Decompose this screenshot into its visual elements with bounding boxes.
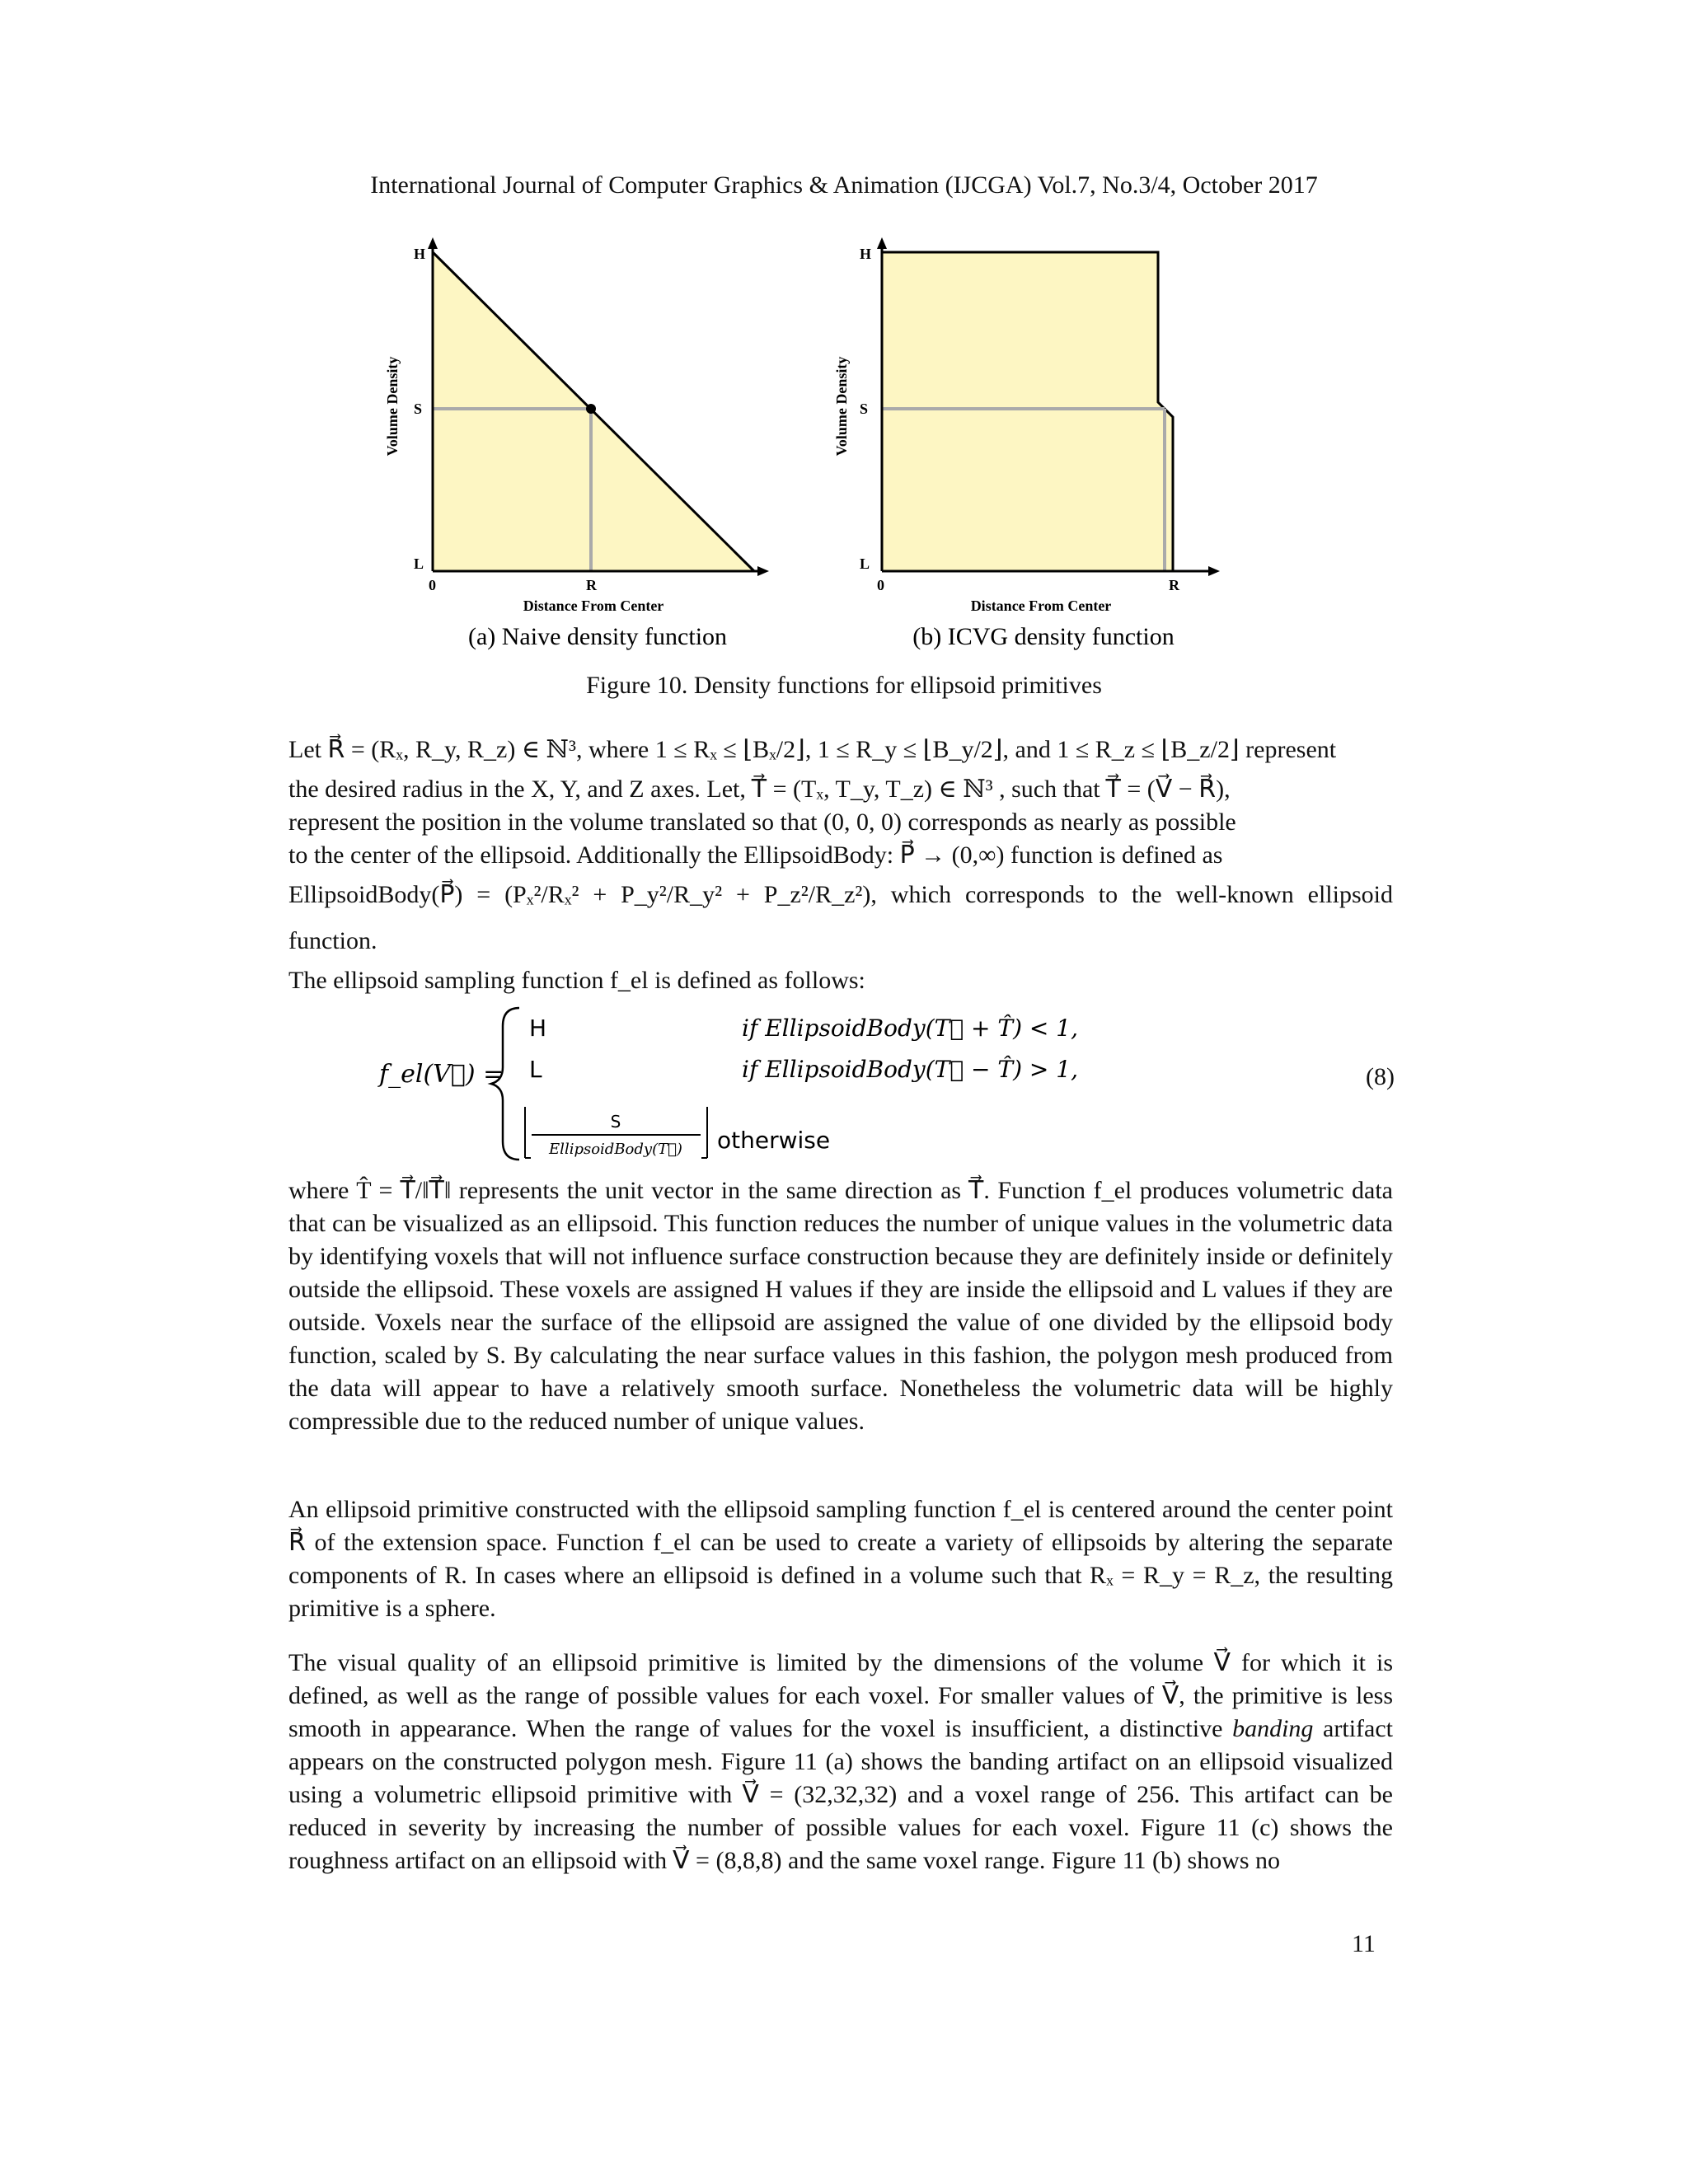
eq-case1-value: H xyxy=(529,1015,547,1042)
panel-b-plot xyxy=(833,237,1220,614)
para4-part1: The visual quality of an ellipsoid primitive is limited by the dimensions of the volume V⃗ for which it is defined, as well as the range of possible values for each voxel. For smaller values of V⃗, the primitive is less smooth in appearance. When the range of values for the voxel is insufficient, a distinctive xyxy=(288,1649,1393,1742)
para1-line5: EllipsoidBody(P⃗) = (Pₓ²/Rₓ² + P_y²/R_y² + P_z²/R_z²), which corresponds to the well-known ellipsoid function. xyxy=(288,881,1393,954)
panel-a-tick-0: 0 xyxy=(429,577,436,593)
panel-b-tick-r: R xyxy=(1169,577,1179,593)
panel-b-y-arrow xyxy=(877,237,887,249)
panel-a-x-arrow xyxy=(757,566,769,576)
panel-a-tick-r: R xyxy=(586,577,597,593)
para1-line6: The ellipsoid sampling function f_el is defined as follows: xyxy=(288,967,865,994)
eq-case3-cond: otherwise xyxy=(717,1127,831,1154)
panel-b-fill xyxy=(882,252,1173,571)
panel-b-tick-l: L xyxy=(860,555,870,572)
paragraph-visual-quality xyxy=(288,1647,1393,1877)
para4-part2: artifact appears on the constructed polygon mesh. Figure 11 (a) shows the banding artifact on an ellipsoid visualized using a volumetric ellipsoid primitive with V⃗ = (32,32,32) and a voxel range of 256. This artifact can be reduced in severity by increasing the number of possible values for each voxel. Figure 11 (c) shows the roughness artifact on an ellipsoid with V⃗ = (8,8,8) and the same voxel range. Figure 11 (b) shows no xyxy=(288,1715,1393,1874)
equation-8-graphic xyxy=(354,1001,1393,1166)
paragraph-definitions xyxy=(288,727,1393,997)
panel-a-tick-s: S xyxy=(414,401,423,417)
eq-case2-value: L xyxy=(529,1056,542,1083)
panel-a-ylabel: Volume Density xyxy=(384,356,401,457)
panel-a-y-arrow xyxy=(428,237,438,249)
para1-line2: the desired radius in the X, Y, and Z axes. Let, T⃗ = (Tₓ, T_y, T_z) ∈ ℕ³ , such that T⃗ = (V⃗ − R⃗), xyxy=(288,776,1231,803)
para1-line4: to the center of the ellipsoid. Additionally the EllipsoidBody: P⃗ → (0,∞) function is defined as xyxy=(288,841,1223,869)
eq-case3-num: S xyxy=(610,1112,621,1132)
eq-case2-cond: if EllipsoidBody(T⃗ − T̂) > 1, xyxy=(742,1056,1078,1083)
density-function-plots xyxy=(363,229,1335,658)
equation-8 xyxy=(354,1001,1393,1166)
figure-10 xyxy=(363,229,1335,658)
para1-line3: represent the position in the volume translated so that (0, 0, 0) corresponds as nearly as possible xyxy=(288,808,1236,836)
panel-b-xlabel: Distance From Center xyxy=(970,598,1112,614)
panel-b-ylabel: Volume Density xyxy=(833,356,850,457)
panel-a-point xyxy=(586,404,596,414)
para4-emphasis-banding: banding xyxy=(1232,1715,1314,1742)
panel-a-subcaption: (a) Naive density function xyxy=(467,623,728,650)
eq-case1-cond: if EllipsoidBody(T⃗ + T̂) < 1, xyxy=(742,1015,1078,1042)
page-number: 11 xyxy=(1352,1930,1376,1957)
panel-b-subcaption: (b) ICVG density function xyxy=(912,623,1175,650)
panel-a-xlabel: Distance From Center xyxy=(523,598,664,614)
paragraph-function-description: where T̂ = T⃗/‖T⃗‖ represents the unit vector in the same direction as T⃗. Function f_el produces volumetric data that can be visualized as an ellipsoid. This function reduces the number of unique values in the volumetric data by identifying voxels that will not influence surface construction because they are definitely inside or definitely outside the ellipsoid. These voxels are assigned H values if they are inside the ellipsoid and L values if they are outside. Voxels near the surface of the ellipsoid are assigned the value of one divided by the ellipsoid body function, scaled by S. By calculating the near surface values in this fashion, the polygon mesh produced from the data will appear to have a relatively smooth surface. Nonetheless the volumetric data will be highly compressible due to the reduced number of unique values. xyxy=(288,1177,1393,1435)
panel-b-tick-h: H xyxy=(860,246,872,262)
equation-number: (8) xyxy=(1366,1063,1395,1090)
figure-caption: Figure 10. Density functions for ellipsoid primitives xyxy=(586,672,1102,699)
paragraph-ellipsoid-primitive: An ellipsoid primitive constructed with the ellipsoid sampling function f_el is centered around the center point R⃗ of the extension space. Function f_el can be used to create a variety of ellipsoids by altering the separate components of R. In cases where an ellipsoid is defined in a volume such that Rₓ = R_y = R_z, the resulting primitive is a sphere. xyxy=(288,1496,1393,1622)
panel-b-tick-s: S xyxy=(860,401,869,417)
panel-a-tick-l: L xyxy=(414,555,424,572)
panel-a-plot xyxy=(384,237,769,614)
panel-a-tick-h: H xyxy=(414,246,426,262)
eq-lhs: f_el(V⃗) = xyxy=(379,1060,504,1089)
para1-line1: Let R⃗ = (Rₓ, R_y, R_z) ∈ ℕ³, where 1 ≤ Rₓ ≤ ⌊Bₓ/2⌋, 1 ≤ R_y ≤ ⌊B_y/2⌋, and 1 ≤ R_z ≤ ⌊B_z/2⌋ represent xyxy=(288,736,1337,763)
running-header: International Journal of Computer Graphics & Animation (IJCGA) Vol.7, No.3/4, October 2017 xyxy=(370,171,1318,199)
panel-b-x-arrow xyxy=(1208,566,1220,576)
panel-b-tick-0: 0 xyxy=(877,577,884,593)
eq-case3-den: EllipsoidBody(T⃗) xyxy=(549,1141,682,1158)
